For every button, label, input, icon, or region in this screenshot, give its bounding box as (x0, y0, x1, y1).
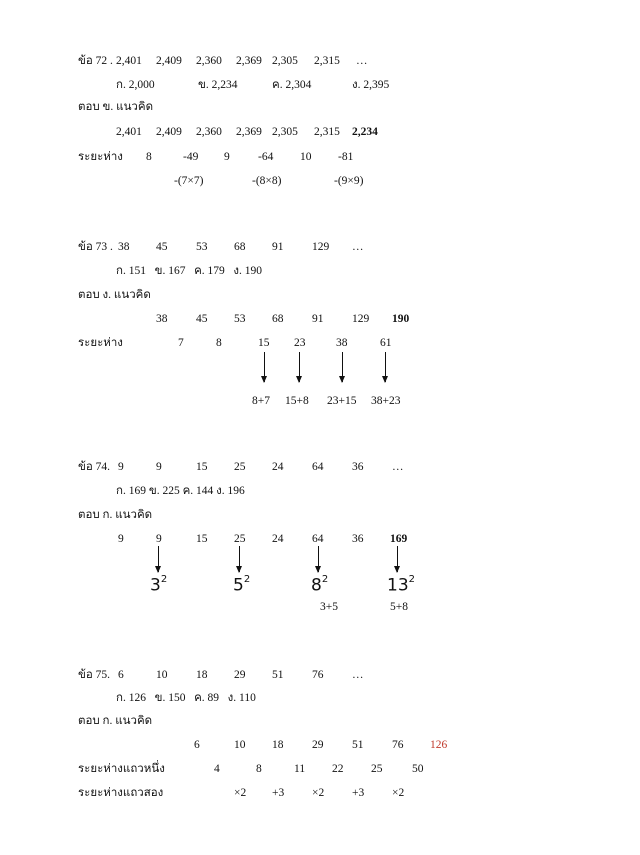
q75-row1-2: 8 (256, 763, 262, 775)
q72-seq-ellipsis: … (356, 55, 368, 67)
q72-diff-6: -81 (338, 151, 354, 163)
q73-label: ข้อ 73 . (78, 241, 113, 253)
q73-arrow-2 (299, 352, 300, 382)
q75-seq-5: 51 (272, 669, 284, 681)
q75-row1-label: ระยะห่างแถวหนึ่ง (78, 763, 165, 775)
q73-diff-5: 38 (336, 337, 348, 349)
q74-square-2: $5^2$ (233, 574, 251, 596)
q75-row2-3: ×2 (312, 787, 325, 799)
q73-work-4: 68 (272, 313, 284, 325)
q75-seq-1: 6 (118, 669, 124, 681)
q75-work-3: 18 (272, 739, 284, 751)
q72-seq-6: 2,315 (314, 55, 340, 67)
q75-row2-2: +3 (272, 787, 285, 799)
q73-seq-2: 45 (156, 241, 168, 253)
q73-answer: ตอบ ง. แนวคิด (78, 289, 151, 301)
q73-work-3: 53 (234, 313, 246, 325)
q75-work-2: 10 (234, 739, 246, 751)
q72-note-2: -(8×8) (252, 175, 282, 187)
q74-arrow-3 (318, 546, 319, 572)
q75-work-6: 76 (392, 739, 404, 751)
q72-work-2: 2,409 (156, 126, 182, 138)
q72-work-1: 2,401 (116, 126, 142, 138)
q74-square-4: $13^2$ (387, 574, 416, 596)
q74-label: ข้อ 74. (78, 461, 111, 473)
q72-work-5: 2,305 (272, 126, 298, 138)
q73-arrow-3 (342, 352, 343, 382)
q74-seq-2: 9 (156, 461, 162, 473)
q74-seq-6: 64 (312, 461, 324, 473)
q75-row1-5: 25 (371, 763, 383, 775)
q72-work-3: 2,360 (196, 126, 222, 138)
q74-work-2: 9 (156, 533, 162, 545)
q73-diff-4: 23 (294, 337, 306, 349)
q73-arrow-1 (264, 352, 265, 382)
q75-choices: ก. 126 ข. 150 ค. 89 ง. 110 (116, 692, 256, 704)
q75-work-1: 6 (194, 739, 200, 751)
q72-seq-3: 2,360 (196, 55, 222, 67)
q72-diff-3: 9 (224, 151, 230, 163)
q73-note-4: 38+23 (371, 395, 401, 407)
q74-choices: ก. 169 ข. 225 ค. 144 ง. 196 (116, 485, 245, 497)
q74-arrow-4 (397, 546, 398, 572)
q75-work-5: 51 (352, 739, 364, 751)
q74-work-3: 15 (196, 533, 208, 545)
q75-row2-4: +3 (352, 787, 365, 799)
q73-work-1: 38 (156, 313, 168, 325)
q75-seq-6: 76 (312, 669, 324, 681)
q74-arrow-2 (239, 546, 240, 572)
q73-diff-1: 7 (178, 337, 184, 349)
q73-work-6: 129 (352, 313, 370, 325)
q72-choice-d: ง. 2,395 (352, 79, 390, 91)
q74-arrow-1 (158, 546, 159, 572)
q72-seq-5: 2,305 (272, 55, 298, 67)
q74-seq-7: 36 (352, 461, 364, 473)
q73-seq-ellipsis: … (352, 241, 364, 253)
q73-note-1: 8+7 (252, 395, 270, 407)
q73-diff-6: 61 (380, 337, 392, 349)
q74-answer: ตอบ ก. แนวคิด (78, 509, 153, 521)
q75-seq-3: 18 (196, 669, 208, 681)
q73-work-5: 91 (312, 313, 324, 325)
q72-work-4: 2,369 (236, 126, 262, 138)
q74-seq-ellipsis: … (392, 461, 404, 473)
q74-work-5: 24 (272, 533, 284, 545)
q73-diff-3: 15 (258, 337, 270, 349)
q72-seq-1: 2,401 (116, 55, 142, 67)
q74-work-7: 36 (352, 533, 364, 545)
q72-answer: ตอบ ข. แนวคิด (78, 101, 154, 113)
q75-row1-1: 4 (214, 763, 220, 775)
q72-diff-1: 8 (146, 151, 152, 163)
q73-seq-6: 129 (312, 241, 330, 253)
q72-diff-4: -64 (258, 151, 274, 163)
q75-work-answer: 126 (430, 739, 448, 751)
q75-row1-6: 50 (412, 763, 424, 775)
q74-seq-1: 9 (118, 461, 124, 473)
q72-diff-label: ระยะห่าง (78, 151, 123, 163)
q75-seq-4: 29 (234, 669, 246, 681)
q75-answer: ตอบ ก. แนวคิด (78, 715, 153, 727)
q72-note-3: -(9×9) (334, 175, 364, 187)
q72-work-answer: 2,234 (352, 126, 378, 138)
q74-work-1: 9 (118, 533, 124, 545)
q72-diff-5: 10 (300, 151, 312, 163)
q75-seq-2: 10 (156, 669, 168, 681)
q75-row2-label: ระยะห่างแถวสอง (78, 787, 164, 799)
q74-seq-3: 15 (196, 461, 208, 473)
q72-diff-2: -49 (183, 151, 199, 163)
q74-work-6: 64 (312, 533, 324, 545)
q73-note-3: 23+15 (327, 395, 357, 407)
q75-row2-1: ×2 (234, 787, 247, 799)
q75-row1-3: 11 (294, 763, 306, 775)
q74-square-3: $8^2$ (311, 574, 329, 596)
q73-work-2: 45 (196, 313, 208, 325)
q73-seq-3: 53 (196, 241, 208, 253)
q73-seq-5: 91 (272, 241, 284, 253)
q72-label: ข้อ 72 . (78, 55, 113, 67)
q72-choice-b: ข. 2,234 (198, 79, 238, 91)
q74-seq-5: 24 (272, 461, 284, 473)
q72-seq-2: 2,409 (156, 55, 182, 67)
q75-label: ข้อ 75. (78, 669, 111, 681)
q73-work-answer: 190 (392, 313, 410, 325)
q74-work-answer: 169 (390, 533, 408, 545)
q73-diff-2: 8 (216, 337, 222, 349)
q73-diff-label: ระยะห่าง (78, 337, 123, 349)
q74-note-2: 5+8 (390, 601, 408, 613)
q74-work-4: 25 (234, 533, 246, 545)
q73-choices: ก. 151 ข. 167 ค. 179 ง. 190 (116, 265, 263, 277)
q73-seq-1: 38 (118, 241, 130, 253)
q73-note-2: 15+8 (285, 395, 309, 407)
q72-choice-a: ก. 2,000 (116, 79, 155, 91)
q72-seq-4: 2,369 (236, 55, 262, 67)
q74-square-1: $3^2$ (150, 574, 168, 596)
q72-work-6: 2,315 (314, 126, 340, 138)
q75-row1-4: 22 (332, 763, 344, 775)
q73-seq-4: 68 (234, 241, 246, 253)
q74-note-1: 3+5 (320, 601, 338, 613)
q75-seq-ellipsis: … (352, 669, 364, 681)
q75-row2-5: ×2 (392, 787, 405, 799)
q74-seq-4: 25 (234, 461, 246, 473)
q75-work-4: 29 (312, 739, 324, 751)
q72-choice-c: ค. 2,304 (272, 79, 312, 91)
q73-arrow-4 (385, 352, 386, 382)
q72-note-1: -(7×7) (174, 175, 204, 187)
